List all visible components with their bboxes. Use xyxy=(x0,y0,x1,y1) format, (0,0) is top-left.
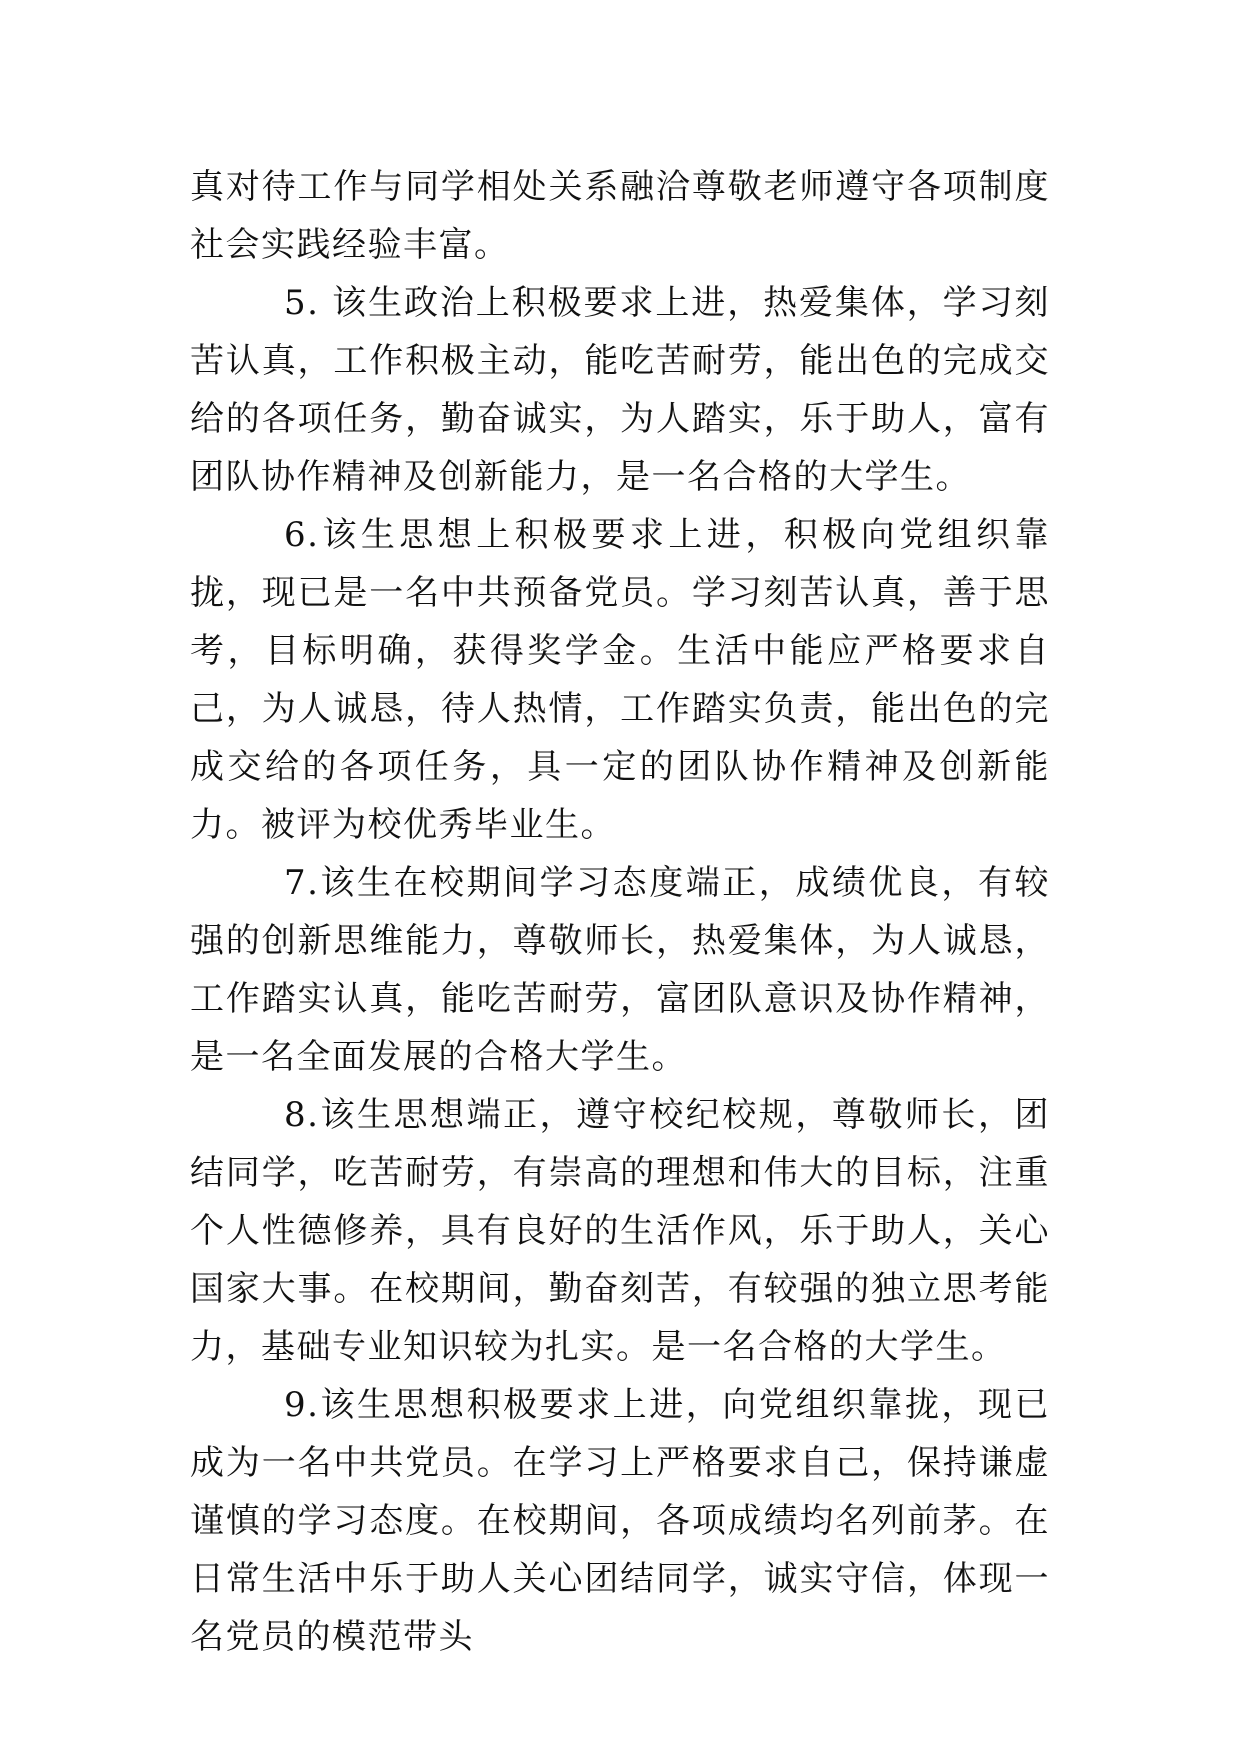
paragraph-item-5: 5. 该生政治上积极要求上进，热爱集体，学习刻苦认真，工作积极主动，能吃苦耐劳，能出色的完成交给的各项任务，勤奋诚实，为人踏实，乐于助人，富有团队协作精神及创新能力，是一名合格的大学生。 xyxy=(190,283,1050,497)
paragraph-item-7: 7.该生在校期间学习态度端正，成绩优良，有较强的创新思维能力，尊敬师长，热爱集体，为人诚恳，工作踏实认真，能吃苦耐劳，富团队意识及协作精神，是一名全面发展的合格大学生。 xyxy=(190,863,1050,1077)
paragraph-item-6: 6.该生思想上积极要求上进，积极向党组织靠拢，现已是一名中共预备党员。学习刻苦认真，善于思考，目标明确，获得奖学金。生活中能应严格要求自己，为人诚恳，待人热情，工作踏实负责，能出色的完成交给的各项任务，具一定的团队协作精神及创新能力。被评为校优秀毕业生。 xyxy=(190,515,1050,845)
paragraph-continuation: 真对待工作与同学相处关系融洽尊敬老师遵守各项制度社会实践经验丰富。 xyxy=(190,167,1050,265)
paragraph-item-9: 9.该生思想积极要求上进，向党组织靠拢，现已成为一名中共党员。在学习上严格要求自己，保持谦虚谨慎的学习态度。在校期间，各项成绩均名列前茅。在日常生活中乐于助人关心团结同学，诚实守信，体现一名党员的模范带头 xyxy=(190,1385,1050,1657)
paragraph-item-8: 8.该生思想端正，遵守校纪校规，尊敬师长，团结同学，吃苦耐劳，有崇高的理想和伟大的目标，注重个人性德修养，具有良好的生活作风，乐于助人，关心国家大事。在校期间，勤奋刻苦，有较强的独立思考能力，基础专业知识较为扎实。是一名合格的大学生。 xyxy=(190,1095,1050,1367)
document-page xyxy=(190,158,1050,1666)
